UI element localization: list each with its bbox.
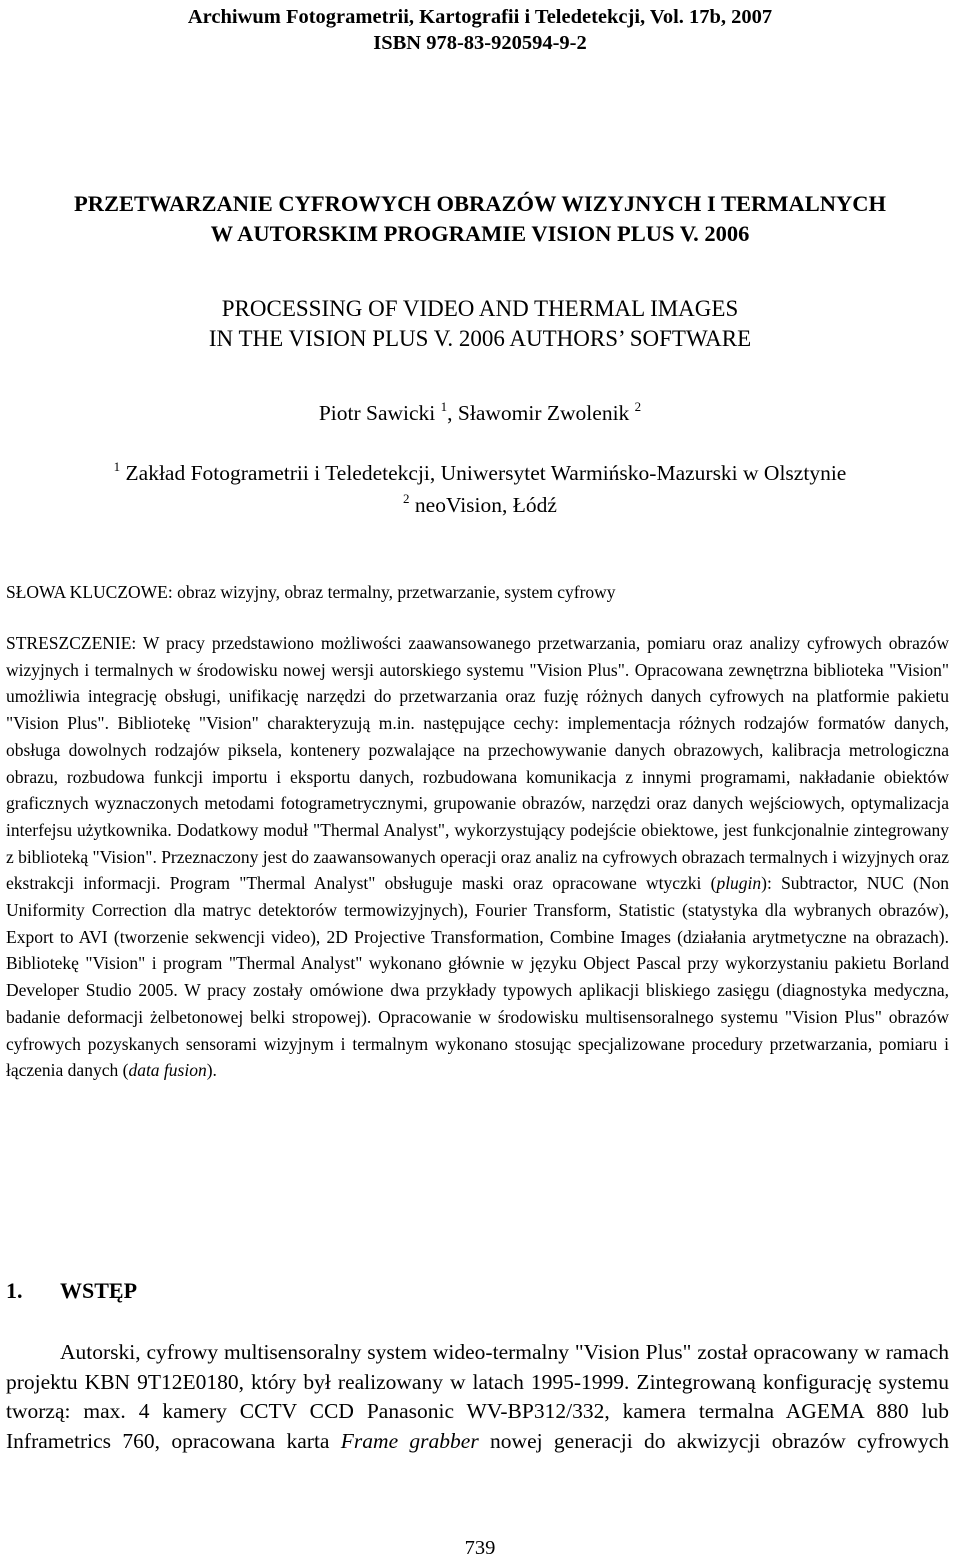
author-separator: , xyxy=(447,401,458,425)
keywords-label: SŁOWA KLUCZOWE: xyxy=(6,582,173,602)
affiliation xyxy=(0,489,960,521)
title-english xyxy=(0,294,960,354)
abstract-label: STRESZCZENIE: xyxy=(6,633,137,653)
title-polish xyxy=(0,189,960,249)
title-polish-line-2: W AUTORSKIM PROGRAMIE VISION PLUS V. 2006 xyxy=(210,221,750,246)
page-number: 739 xyxy=(464,1537,496,1559)
affiliation-marker: 2 xyxy=(634,399,642,414)
title-english-line-1: PROCESSING OF VIDEO AND THERMAL IMAGES xyxy=(221,296,739,321)
abstract-italic-term: data fusion xyxy=(128,1060,207,1081)
author-name: Sławomir Zwolenik xyxy=(457,401,630,425)
affiliation-text: neoVision, Łódź xyxy=(414,493,557,517)
author-list xyxy=(0,398,960,428)
title-polish-line-1: PRZETWARZANIE CYFROWYCH OBRAZÓW WIZYJNYCH I TERMALNYCH xyxy=(74,191,886,216)
abstract-text: W pracy przedstawiono możliwości zaawansowanego przetwarzania, pomiaru oraz analizy cyfrowych obrazów wizyjnych i termalnych w środowisku nowej wersji autorskiego systemu "Vision Plus". xyxy=(6,633,949,680)
keywords xyxy=(6,577,954,607)
abstract xyxy=(6,630,949,1084)
abstract-paragraph xyxy=(6,630,949,1084)
abstract-text: ): Subtractor, NUC (Non Uniformity Correction dla matryc detektorów termowizyjnych), Fourier Transform, Statistic (statystyka dla wybranych obrazów), Export to AVI (tworzenie sekwencji video), 2D Projective Transformation, Combine Images (działania arytmetyczne na obrazach). Bibliotekę "Vision" i program "Thermal Analyst" wykonano głównie w języku Object Pascal przy wykorzystaniu pakietu Borland Developer Studio 2005. W pracy zostały omówione dwa przykłady typowych aplikacji bliskiego zasięgu (diagnostyka medyczna, badanie deformacji żelbetonowej belki stropowej). Opracowanie w środowisku multisensoralnego systemu "Vision Plus" obrazów cyfrowych pozyskanych sensorami wizyjnym i termalnym wykonano stosując specjalizowane procedury przetwarzania, pomiaru i łączenia danych ( xyxy=(6,873,949,1081)
body-paragraph xyxy=(6,1338,949,1456)
section-title: WSTĘP xyxy=(60,1278,138,1303)
affiliation-text: Zakład Fotogrametrii i Teledetekcji, Uniwersytet Warmińsko-Mazurski w Olsztynie xyxy=(125,461,847,485)
title-english-line-2: IN THE VISION PLUS V. 2006 AUTHORS’ SOFTWARE xyxy=(208,326,752,351)
body-italic-term: Frame grabber xyxy=(340,1428,479,1453)
abstract-text: Opracowana zewnętrzna biblioteka "Vision" umożliwia integrację obsługi, unifikację narzędzi do przetwarzania oraz fuzję różnych danych cyfrowych na platformie pakietu "Vision Plus". Bibliotekę "Vision" charakteryzują m.in. następujące cechy: implementacja różnych rodzajów formatów danych, obsługa dowolnych rodzajów piksela, kontenery pozwalające na przechowywanie danych obrazowych, kalibracja metrologiczna obrazu, rozbudowa funkcji importu i eksportu danych, rozbudowana komunikacja z innymi programami, nakładanie obiektów graficznych wyznaczonych metodami fotogrametrycznymi, grupowanie obrazów, narzędzi oraz danych wejściowych, optymalizacja interfejsu użytkownika. Dodatkowy moduł "Thermal Analyst", wykorzystujący podejście obiektowe, jest funkcjonalnie zintegrowany z biblioteką "Vision". Przeznaczony jest do zaawansowanych operacji oraz analiz na cyfrowych obrazach termalnych i wizyjnych oraz ekstrakcji informacji. Program "Thermal Analyst" obsługuje maski oraz opracowane wtyczki ( xyxy=(6,659,950,894)
journal-header xyxy=(0,4,960,56)
affiliation xyxy=(0,457,960,489)
author-name: Piotr Sawicki xyxy=(318,401,436,425)
abstract-text: ). xyxy=(206,1060,217,1081)
keywords-text: obraz wizyjny, obraz termalny, przetwarzanie, system cyfrowy xyxy=(177,582,616,602)
section-heading xyxy=(6,1276,137,1306)
section-body xyxy=(6,1338,949,1456)
affiliation-list xyxy=(0,457,960,521)
affiliation-marker: 1 xyxy=(440,399,448,414)
affiliation-marker: 1 xyxy=(113,459,121,474)
body-text: nowej generacji do akwizycji obrazów cyfrowych xyxy=(478,1428,949,1453)
abstract-italic-term: plugin xyxy=(716,873,762,894)
isbn: ISBN 978-83-920594-9-2 xyxy=(373,32,587,54)
affiliation-marker: 2 xyxy=(403,491,410,506)
section-number: 1. xyxy=(6,1278,23,1303)
body-text: Autorski, cyfrowy multisensoralny system wideo-termalny "Vision Plus" został opracowany w ramach projektu KBN 9T12E0180, który był realizowany w latach 1995-1999. Zintegrowaną konfigurację systemu tworzą: max. 4 kamery CCTV CCD Panasonic WV-BP312/332, kamera termalna AGEMA 880 lub Inframetrics 760, opracowana karta xyxy=(6,1340,949,1453)
journal-citation: Archiwum Fotogrametrii, Kartografii i Teledetekcji, Vol. 17b, 2007 xyxy=(187,6,773,28)
